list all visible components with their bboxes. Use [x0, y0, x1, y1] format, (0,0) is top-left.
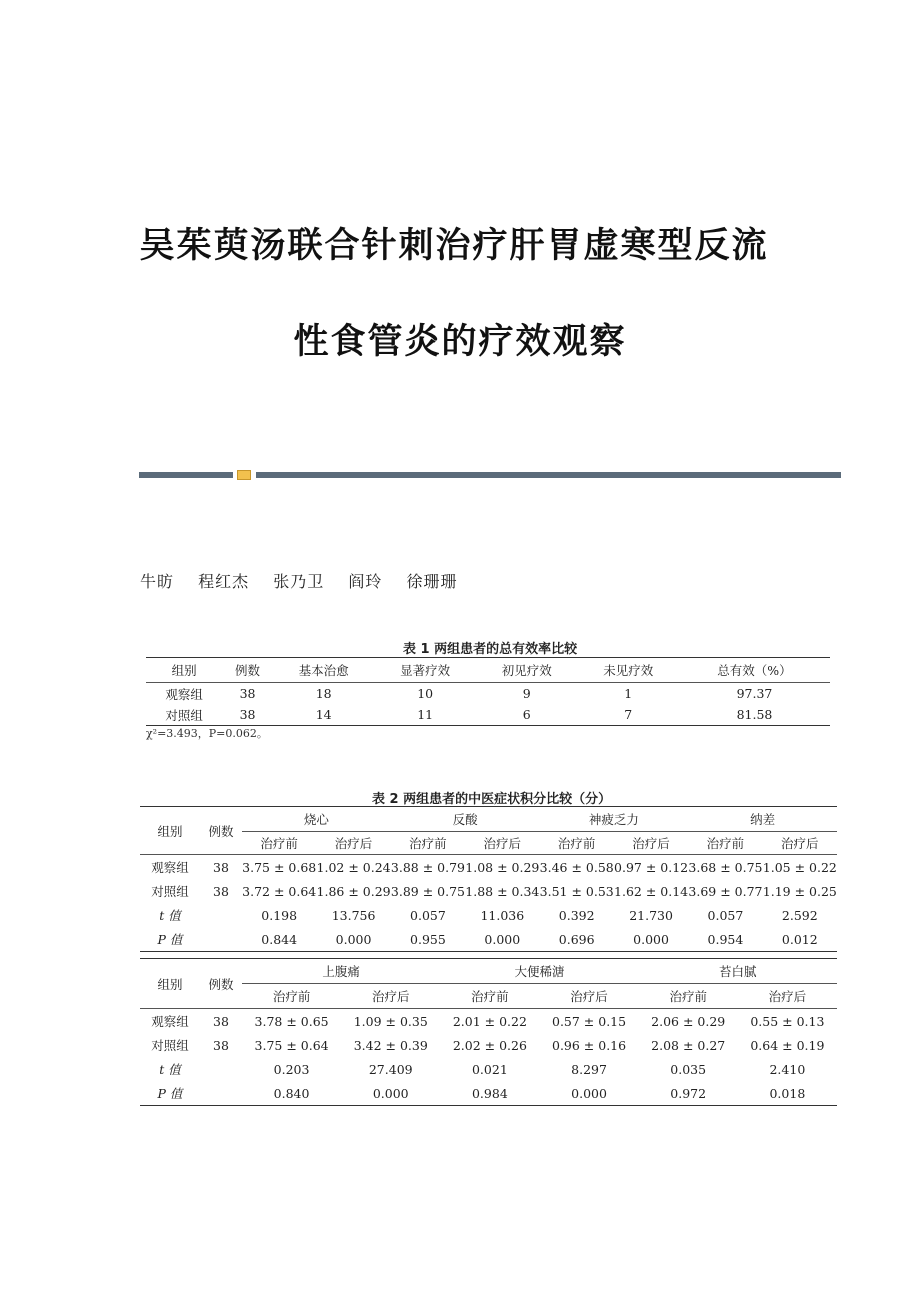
- cell: 38: [213, 1037, 229, 1053]
- group-header: 神疲乏力: [540, 807, 689, 832]
- table1-header: 总有效（%）: [679, 658, 830, 683]
- cell: 0.021: [471, 1061, 508, 1077]
- cell: 对照组: [151, 884, 189, 899]
- cell: 27.409: [368, 1061, 413, 1077]
- cell: 8.297: [571, 1061, 607, 1077]
- cell: [200, 927, 242, 952]
- table-row: [140, 855, 837, 880]
- sub-header: 治疗后: [316, 832, 390, 855]
- cell: 11: [417, 707, 434, 722]
- cell: 3.75 ± 0.64: [254, 1037, 329, 1053]
- cell: 11.036: [480, 907, 525, 923]
- table-row: [146, 683, 830, 705]
- col-n: 例数: [200, 959, 242, 1009]
- table1-caption: 表 1 两组患者的总有效率比较: [403, 642, 578, 657]
- group-header: 苔白腻: [639, 959, 837, 984]
- sub-header: 治疗前: [540, 832, 614, 855]
- cell: 14: [315, 707, 332, 722]
- cell: 0.000: [484, 931, 521, 947]
- cell: P 值: [157, 932, 183, 947]
- group-header: 上腹痛: [242, 959, 440, 984]
- cell: 97.37: [736, 686, 773, 701]
- cell: 观察组: [165, 686, 203, 702]
- author: 牛昉: [140, 572, 175, 591]
- table1-header: 组别: [146, 658, 222, 683]
- cell: 1.09 ± 0.35: [353, 1013, 428, 1029]
- table-row: [146, 704, 830, 726]
- author-list: [140, 569, 475, 592]
- sub-header: 治疗后: [341, 984, 440, 1009]
- table2-part-b: [140, 958, 837, 1106]
- cell: 0.57 ± 0.15: [552, 1013, 627, 1029]
- table-row: [140, 927, 837, 952]
- cell: 2.08 ± 0.27: [651, 1037, 726, 1053]
- cell: 7: [624, 707, 633, 722]
- group-header: 纳差: [688, 807, 837, 832]
- cell: 1.62 ± 0.14: [614, 883, 689, 899]
- cell: 1.08 ± 0.29: [465, 859, 540, 875]
- cell: 2.592: [781, 907, 818, 923]
- table1-header: 基本治愈: [273, 658, 375, 683]
- cell: [200, 1057, 242, 1081]
- cell: 3.46 ± 0.58: [539, 859, 614, 875]
- col-n: 例数: [200, 807, 242, 855]
- author: 徐珊珊: [406, 572, 458, 591]
- cell: 对照组: [165, 707, 203, 723]
- cell: 3.69 ± 0.77: [688, 883, 763, 899]
- cell: 21.730: [629, 907, 673, 923]
- cell: 0.696: [558, 931, 595, 947]
- cell: 0.97 ± 0.12: [614, 859, 689, 875]
- cell: 38: [213, 859, 229, 875]
- cell: 0.018: [769, 1085, 806, 1101]
- cell: 3.78 ± 0.65: [254, 1013, 329, 1029]
- title-divider: [139, 470, 841, 479]
- cell: 38: [213, 1013, 229, 1029]
- cell: 2.01 ± 0.22: [452, 1013, 527, 1029]
- cell: 0.955: [410, 931, 446, 947]
- cell: 观察组: [151, 1014, 189, 1029]
- cell: 0.198: [261, 907, 298, 923]
- author: 阎玲: [348, 572, 383, 591]
- cell: 18: [315, 686, 332, 701]
- cell: t 值: [159, 908, 181, 923]
- sub-header: 治疗后: [539, 984, 638, 1009]
- cell: 1.02 ± 0.24: [316, 859, 391, 875]
- cell: 0.96 ± 0.16: [552, 1037, 627, 1053]
- cell: 0.984: [471, 1085, 508, 1101]
- table1-header: 未见疗效: [577, 658, 679, 683]
- table2-caption: 表 2 两组患者的中医症状积分比较（分）: [372, 792, 612, 807]
- cell: t 值: [159, 1062, 181, 1077]
- col-group: 组别: [140, 807, 200, 855]
- cell: 3.72 ± 0.64: [242, 883, 317, 899]
- cell: [200, 1081, 242, 1106]
- cell: 38: [239, 707, 256, 722]
- cell: [200, 903, 242, 927]
- cell: 1.88 ± 0.34: [465, 883, 540, 899]
- cell: 0.55 ± 0.13: [750, 1013, 825, 1029]
- cell: 38: [213, 883, 229, 899]
- group-header: 烧心: [242, 807, 391, 832]
- table-row: [140, 903, 837, 927]
- cell: 3.42 ± 0.39: [353, 1037, 428, 1053]
- cell: 3.89 ± 0.75: [390, 883, 465, 899]
- table1: [146, 657, 830, 726]
- paper-title-line1: 吴茱萸汤联合针刺治疗肝胃虚寒型反流: [139, 225, 769, 266]
- cell: 0.972: [670, 1085, 707, 1101]
- cell: P 值: [157, 1086, 183, 1101]
- cell: 0.000: [633, 931, 669, 947]
- sub-header: 治疗后: [763, 832, 837, 855]
- table1-header: 显著疗效: [374, 658, 476, 683]
- group-header: 大便稀溏: [440, 959, 638, 984]
- cell: 0.000: [335, 931, 372, 947]
- cell: 1.05 ± 0.22: [762, 859, 837, 875]
- cell: 3.75 ± 0.68: [242, 859, 317, 875]
- cell: 0.035: [670, 1061, 707, 1077]
- sub-header: 治疗前: [639, 984, 738, 1009]
- cell: 1.86 ± 0.29: [316, 883, 391, 899]
- table-row: [140, 1033, 837, 1057]
- cell: 0.012: [781, 931, 818, 947]
- table1-header: 初见疗效: [476, 658, 578, 683]
- sub-header: 治疗前: [391, 832, 465, 855]
- cell: 对照组: [151, 1038, 189, 1053]
- table-row: [140, 879, 837, 903]
- table-row: [140, 1009, 837, 1034]
- envelope-icon: [237, 470, 251, 480]
- sub-header: 治疗前: [242, 984, 341, 1009]
- cell: 38: [239, 686, 256, 701]
- cell: 3.88 ± 0.79: [390, 859, 465, 875]
- cell: 0.057: [410, 907, 446, 923]
- col-group: 组别: [140, 959, 200, 1009]
- cell: 0.203: [273, 1061, 310, 1077]
- cell: 0.000: [372, 1085, 409, 1101]
- cell: 0.392: [558, 907, 595, 923]
- table-row: [140, 1057, 837, 1081]
- cell: 3.51 ± 0.53: [539, 883, 614, 899]
- sub-header: 治疗后: [465, 832, 539, 855]
- paper-title-line2: 性食管炎的疗效观察: [293, 321, 627, 362]
- cell: 9: [522, 686, 531, 701]
- author: 张乃卫: [273, 572, 325, 591]
- table2-part-a: [140, 806, 837, 952]
- cell: 0.057: [707, 907, 744, 923]
- sub-header: 治疗前: [688, 832, 762, 855]
- cell: 0.954: [707, 931, 744, 947]
- table-row: [140, 1081, 837, 1106]
- cell: 0.000: [571, 1085, 607, 1101]
- sub-header: 治疗后: [614, 832, 688, 855]
- cell: 观察组: [151, 860, 189, 875]
- cell: 81.58: [736, 707, 773, 722]
- cell: 0.840: [273, 1085, 310, 1101]
- cell: 2.410: [769, 1061, 806, 1077]
- sub-header: 治疗前: [242, 832, 316, 855]
- group-header: 反酸: [391, 807, 540, 832]
- sub-header: 治疗后: [738, 984, 837, 1009]
- cell: 10: [417, 686, 434, 701]
- cell: 6: [522, 707, 531, 722]
- cell: 0.64 ± 0.19: [750, 1037, 825, 1053]
- cell: 3.68 ± 0.75: [688, 859, 763, 875]
- cell: 0.844: [261, 931, 298, 947]
- sub-header: 治疗前: [440, 984, 539, 1009]
- cell: 1.19 ± 0.25: [762, 883, 837, 899]
- cell: 2.02 ± 0.26: [452, 1037, 527, 1053]
- cell: 2.06 ± 0.29: [651, 1013, 726, 1029]
- cell: 1: [624, 686, 633, 701]
- author: 程红杰: [198, 572, 250, 591]
- table1-header: 例数: [222, 658, 273, 683]
- cell: 13.756: [331, 907, 376, 923]
- table1-note: χ²=3.493，P=0.062。: [146, 727, 268, 740]
